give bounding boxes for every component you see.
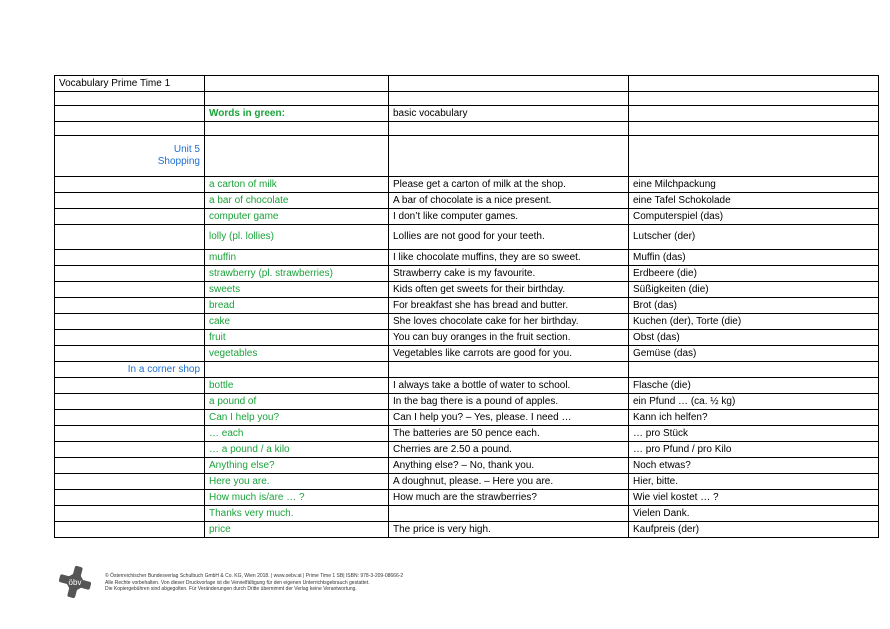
vocab-row: [55, 506, 879, 522]
german-translation: … pro Pfund / pro Kilo: [629, 442, 879, 458]
german-translation: eine Tafel Schokolade: [629, 193, 879, 209]
vocab-row: [55, 225, 879, 250]
vocab-row: [55, 474, 879, 490]
vocab-row: [55, 330, 879, 346]
document-title: Vocabulary Prime Time 1: [55, 76, 205, 92]
example-sentence: Strawberry cake is my favourite.: [389, 266, 629, 282]
english-word: fruit: [205, 330, 389, 346]
german-translation: Lutscher (der): [629, 225, 879, 250]
logo-text: öbv: [68, 578, 82, 587]
german-translation: Hier, bitte.: [629, 474, 879, 490]
english-word: muffin: [205, 250, 389, 266]
unit-heading-row: [55, 136, 879, 177]
vocab-row: [55, 458, 879, 474]
english-word: Thanks very much.: [205, 506, 389, 522]
english-word: bread: [205, 298, 389, 314]
footer: [57, 564, 557, 604]
vocab-row: [55, 442, 879, 458]
example-sentence: For breakfast she has bread and butter.: [389, 298, 629, 314]
german-translation: ein Pfund … (ca. ½ kg): [629, 394, 879, 410]
title-row: [55, 76, 879, 92]
footer-line-3: Die Kopiergebühren sind abgegolten. Für Veränderungen durch Dritte übernimmt der Verlag keine Verantwortung.: [105, 586, 357, 592]
example-sentence: Anything else? – No, thank you.: [389, 458, 629, 474]
german-translation: Gemüse (das): [629, 346, 879, 362]
english-word: Here you are.: [205, 474, 389, 490]
vocab-row: [55, 250, 879, 266]
legend-label: Words in green:: [205, 106, 389, 122]
german-translation: Noch etwas?: [629, 458, 879, 474]
example-sentence: Can I help you? – Yes, please. I need …: [389, 410, 629, 426]
german-translation: Kann ich helfen?: [629, 410, 879, 426]
example-sentence: I don’t like computer games.: [389, 209, 629, 225]
vocab-row: [55, 410, 879, 426]
german-translation: eine Milchpackung: [629, 177, 879, 193]
vocab-row: [55, 490, 879, 506]
example-sentence: Vegetables like carrots are good for you.: [389, 346, 629, 362]
example-sentence: Please get a carton of milk at the shop.: [389, 177, 629, 193]
german-translation: Süßigkeiten (die): [629, 282, 879, 298]
german-translation: Computerspiel (das): [629, 209, 879, 225]
german-translation: Kaufpreis (der): [629, 522, 879, 538]
german-translation: Obst (das): [629, 330, 879, 346]
footer-text: [105, 573, 403, 593]
example-sentence: How much are the strawberries?: [389, 490, 629, 506]
example-sentence: Lollies are not good for your teeth.: [389, 225, 629, 250]
english-word: … a pound / a kilo: [205, 442, 389, 458]
english-word: sweets: [205, 282, 389, 298]
footer-line-2: Alle Rechte vorbehalten. Von dieser Druckvorlage ist die Vervielfältigung für den eigenen Unterrichtsgebrauch gestattet.: [105, 579, 370, 586]
example-sentence: [389, 506, 629, 522]
german-translation: Brot (das): [629, 298, 879, 314]
example-sentence: A doughnut, please. – Here you are.: [389, 474, 629, 490]
vocab-row: [55, 378, 879, 394]
vocab-row: [55, 209, 879, 225]
vocab-row: [55, 522, 879, 538]
english-word: cake: [205, 314, 389, 330]
example-sentence: The price is very high.: [389, 522, 629, 538]
example-sentence: She loves chocolate cake for her birthday.: [389, 314, 629, 330]
german-translation: Vielen Dank.: [629, 506, 879, 522]
unit-number: Unit 5: [173, 144, 200, 155]
vocabulary-table-body: [55, 76, 879, 538]
german-translation: Kuchen (der), Torte (die): [629, 314, 879, 330]
english-word: a bar of chocolate: [205, 193, 389, 209]
example-sentence: I like chocolate muffins, they are so sweet.: [389, 250, 629, 266]
section-row: [55, 362, 879, 378]
english-word: vegetables: [205, 346, 389, 362]
vocab-row: [55, 177, 879, 193]
example-sentence: Cherries are 2.50 a pound.: [389, 442, 629, 458]
german-translation: … pro Stück: [629, 426, 879, 442]
example-sentence: I always take a bottle of water to school.: [389, 378, 629, 394]
english-word: a carton of milk: [205, 177, 389, 193]
blank-row: [55, 122, 879, 136]
english-word: strawberry (pl. strawberries): [205, 266, 389, 282]
example-sentence: The batteries are 50 pence each.: [389, 426, 629, 442]
blank-row: [55, 92, 879, 106]
vocab-row: [55, 346, 879, 362]
german-translation: Wie viel kostet … ?: [629, 490, 879, 506]
example-sentence: A bar of chocolate is a nice present.: [389, 193, 629, 209]
german-translation: Erdbeere (die): [629, 266, 879, 282]
section-heading: In a corner shop: [55, 362, 205, 378]
english-word: computer game: [205, 209, 389, 225]
german-translation: Muffin (das): [629, 250, 879, 266]
vocab-row: [55, 298, 879, 314]
example-sentence: Kids often get sweets for their birthday.: [389, 282, 629, 298]
footer-line-1: © Österreichischer Bundesverlag Schulbuch GmbH & Co. KG, Wien 2018. | www.oebv.at | Prime Time 1 SB| ISBN: 978-3-209-08666-2: [105, 573, 404, 579]
german-translation: Flasche (die): [629, 378, 879, 394]
vocab-row: [55, 426, 879, 442]
english-word: … each: [205, 426, 389, 442]
english-word: price: [205, 522, 389, 538]
english-word: bottle: [205, 378, 389, 394]
vocab-row: [55, 394, 879, 410]
vocab-row: [55, 193, 879, 209]
example-sentence: You can buy oranges in the fruit section.: [389, 330, 629, 346]
example-sentence: In the bag there is a pound of apples.: [389, 394, 629, 410]
legend-row: [55, 106, 879, 122]
unit-heading: [55, 136, 205, 177]
legend-value: basic vocabulary: [389, 106, 629, 122]
english-word: lolly (pl. lollies): [205, 225, 389, 250]
vocab-row: [55, 314, 879, 330]
unit-topic: Shopping: [157, 156, 200, 167]
vocab-row: [55, 282, 879, 298]
english-word: How much is/are … ?: [205, 490, 389, 506]
oebv-logo-icon: [57, 564, 93, 600]
english-word: Anything else?: [205, 458, 389, 474]
vocab-row: [55, 266, 879, 282]
english-word: a pound of: [205, 394, 389, 410]
vocabulary-table: [54, 75, 879, 538]
english-word: Can I help you?: [205, 410, 389, 426]
